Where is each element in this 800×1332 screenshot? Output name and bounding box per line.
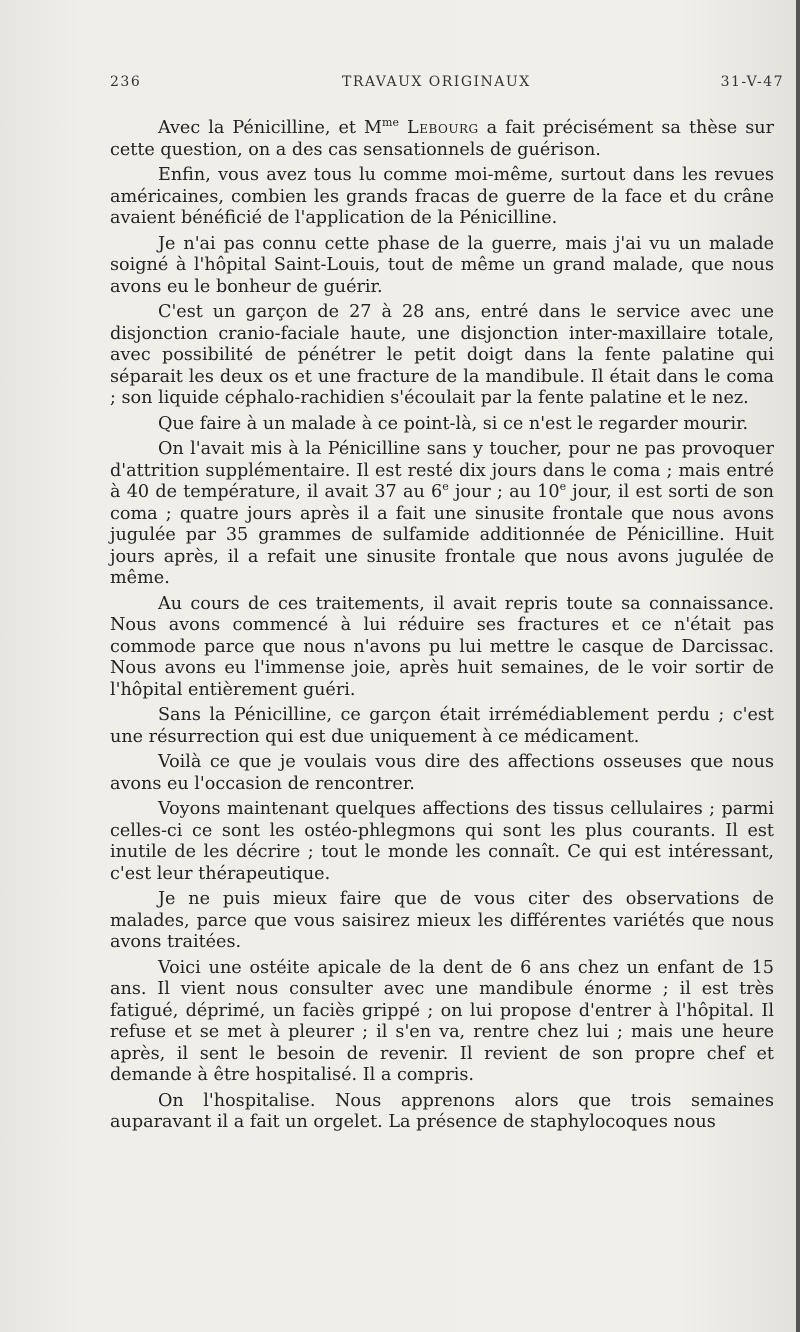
paragraph: On l'hospitalise. Nous apprenons alors que trois semaines auparavant il a fait un orgelet. La présence de staphylocoques nous (110, 1090, 774, 1132)
paragraph: Au cours de ces traitements, il avait repris toute sa connaissance. Nous avons commencé à lui réduire ses fractures et ce n'était pas commode parce que nous n'avons pu lui mettre le casque de Darcissac. Nous avons eu l'immense joie, après huit semaines, de le voir sortir de l'hôpital entièrement guéri. (110, 593, 774, 700)
running-header (110, 74, 784, 96)
paragraph: Voilà ce que je voulais vous dire des affections osseuses que nous avons eu l'occasion de rencontrer. (110, 752, 774, 794)
paragraph: On l'avait mis à la Pénicilline sans y toucher, pour ne pas provoquer d'attrition supplémentaire. Il est resté dix jours dans le coma ; mais entré à 40 de température, il avait 37 au 6e jour ; au 10e jour, il est sorti de son coma ; quatre jours après il a fait une sinusite frontale que nous avons jugulée par 35 grammes de sulfamide additionnée de Pénicilline. Huit jours après, il a refait une sinusite frontale que nous avons jugulée de même. (110, 439, 775, 588)
paragraph: Je ne puis mieux faire que de vous citer des observations de malades, parce que vous saisirez mieux les différentes variétés que nous avons traitées. (110, 889, 774, 952)
paragraph: Voyons maintenant quelques affections des tissus cellulaires ; parmi celles-ci ce sont les ostéo-phlegmons qui sont les plus courants. Il est inutile de les décrire ; tout le monde les connaît. Ce qui est intéressant, c'est leur thérapeutique. (110, 799, 774, 884)
running-title: TRAVAUX ORIGINAUX (342, 74, 531, 90)
paragraph: Sans la Pénicilline, ce garçon était irrémédiablement perdu ; c'est une résurrection qui est due uniquement à ce médicament. (110, 705, 774, 747)
paragraph: Je n'ai pas connu cette phase de la guerre, mais j'ai vu un malade soigné à l'hôpital Saint-Louis, tout de même un grand malade, que nous avons eu le bonheur de guérir. (110, 233, 774, 297)
page-edge-shadow (796, 0, 800, 1332)
author-name: Lebourg (407, 118, 479, 138)
page-number: 236 (110, 74, 142, 90)
paragraph: Voici une ostéite apicale de la dent de 6 ans chez un enfant de 15 ans. Il vient nous consulter avec une mandibule énorme ; il est très fatigué, déprimé, un faciès grippé ; on lui propose d'entrer à l'hôpital. Il refuse et se met à pleurer ; il s'en va, rentre chez lui ; mais une heure après, il sent le besoin de revenir. Il revient de son propre chef et demande à être hospitalisé. Il a compris. (110, 957, 774, 1085)
paragraph: C'est un garçon de 27 à 28 ans, entré dans le service avec une disjonction cranio-faciale haute, une disjonction inter-maxillaire totale, avec possibilité de pénétrer le petit doigt dans la fente palatine qui séparait les deux os et une fracture de la mandibule. Il était dans le coma ; son liquide céphalo-rachidien s'écoulait par la fente palatine et le nez. (110, 302, 774, 408)
paragraph: Que faire à un malade à ce point-là, si ce n'est le regarder mourir. (158, 413, 749, 434)
paragraph: Enfin, vous avez tous lu comme moi-même, surtout dans les revues américaines, combien les grands fracas de guerre de la face et du crâne avaient bénéficié de l'application de la Pénicilline. (110, 165, 774, 228)
paragraph: Avec la Pénicilline, et $M^{me}$ Lebourg a fait précisément sa thèse sur cette question, on a des cas sensationnels de guérison. (110, 116, 774, 160)
issue-date: 31-V-47 (720, 74, 784, 90)
body-text (110, 118, 774, 1138)
